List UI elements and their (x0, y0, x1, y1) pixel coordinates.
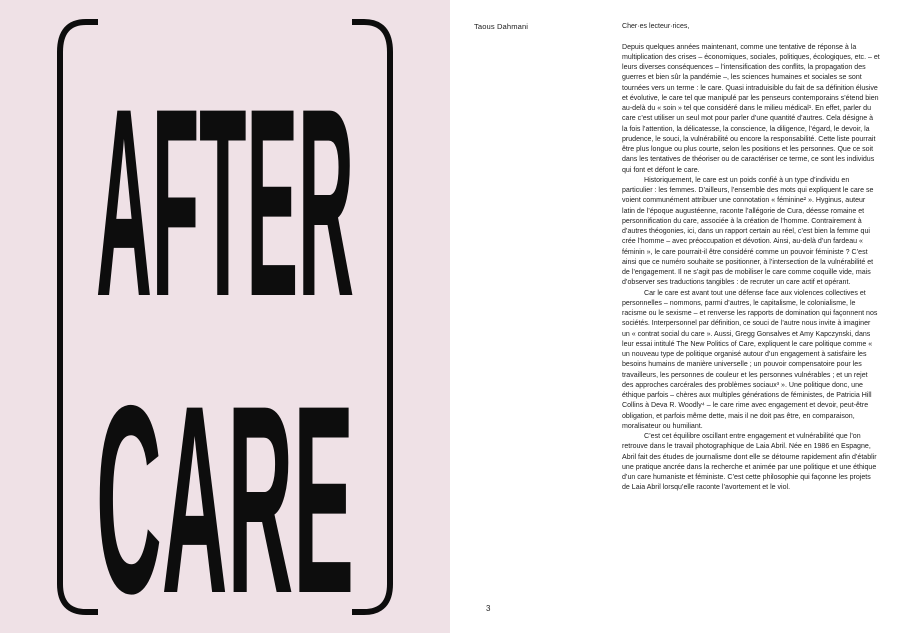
author-name: Taous Dahmani (474, 22, 529, 31)
salutation: Cher·es lecteur·rices, (622, 23, 690, 30)
text-page (450, 0, 900, 633)
paragraph-3: Car le care est avant tout une défense face aux violences collectives et personnelles – nommons, parmi d’autres, le capitalisme, le colonialisme, le racisme ou le sexisme – et renverse les rapports de domination qui façonnent nos sociétés. Interpersonnel par définition, ce souci de l’autre nous invite à imaginer un « contrat social du care ». Aussi, Gregg Gonsalves et Amy Kapczynski, dans leur essai intitulé The New Politics of Care, expliquent le care politique comme « un nouveau type de politique organisé autour d’un engagement à satisfaire les besoins humains de manière universelle ; un pouvoir compensatoire pour les travailleurs, les personnes de couleur et les personnes vulnérables ; et un rejet des approches carcérales des problèmes sociaux³ ». Une politique donc, une éthique parfois – chères aux multiples générations de féministes, de Patricia Hill Collins à Deva R. Woodly⁴ – le care rime avec engagement et devoir, peut-être obligation, et parfois même dette, mais il ne doit pas être, en comparaison, moralisateur ou humiliant. (622, 289, 878, 430)
paragraph-2: Historiquement, le care est un poids confié à un type d’individu en particulier : les femmes. D’ailleurs, l’ensemble des mots qui expliquent le care se voient communément attribuer une connotation « féminine² ». Hyginus, auteur latin de l’époque augustéenne, raconte l’allégorie de Cura, déesse romaine et personnification du care, associée à la création de l’homme. Contrairement à d’autres théogonies, ici, dans un rapport certain au réel, c’est bien la femme qui crée l’homme – avec préoccupation et dévotion. Ainsi, au-delà d’un fardeau « féminin », le care pourrait-il être considéré comme un pouvoir féministe ? C’est ainsi que ce numéro souhaite se positionner, à l’intersection de la vulnérabilité et de l’engagement. Il ne s’agit pas de mobiliser le care comme coquille vide, mais d’observer ses traductions tangibles : de recruter un care actif et opérant. (622, 176, 874, 287)
title-line-1: AFTER (96, 52, 354, 352)
editorial-text (622, 22, 880, 494)
page-number: 3 (486, 604, 491, 613)
title-line-2: CARE (96, 349, 354, 633)
paragraph-1: Depuis quelques années maintenant, comme une tentative de réponse à la multiplication des crises – économiques, sociales, politiques, écologiques, etc. – et leurs diverses conséquences – l’intensification des conflits, la propagation des guerres et bien sûr la pandémie –, les sciences humaines et sociales se sont tournées vers un terme : le care. Quasi intraduisible du fait de sa définition élusive et évolutive, le care tel que manipulé par les penseurs contemporains s’étend bien au-delà du « soin » tel que considéré dans le milieu médical¹. En effet, parler du care c’est utiliser un seul mot pour parler d’une quantité d’autres. Cela désigne à la fois l’attention, la délicatesse, la conscience, la diligence, l’égard, le devoir, la prudence, le souci, la vulnérabilité ou encore la responsabilité. Cette liste pourrait être plus longue ou plus courte, selon les positions et les personnes. Que ce soit dans les tentatives de théoriser ou de caractériser ce terme, ce sont les individus qui font et défont le care. (622, 43, 880, 174)
paragraph-4: C’est cet équilibre oscillant entre engagement et vulnérabilité que l’on retrouve dans le travail photographique de Laia Abril. Née en 1986 en Espagne, Abril fait des études de journalisme dont elle se détourne rapidement afin d’établir une pratique ancrée dans la recherche et animée par une politique et une éthique d’un care humaniste et féministe. C’est cette philosophie qui façonne les projets de Laia Abril lorsqu’elle raconte l’avortement et le viol. (622, 433, 877, 492)
left-bracket-shape (60, 22, 98, 612)
right-bracket-shape (352, 22, 390, 612)
